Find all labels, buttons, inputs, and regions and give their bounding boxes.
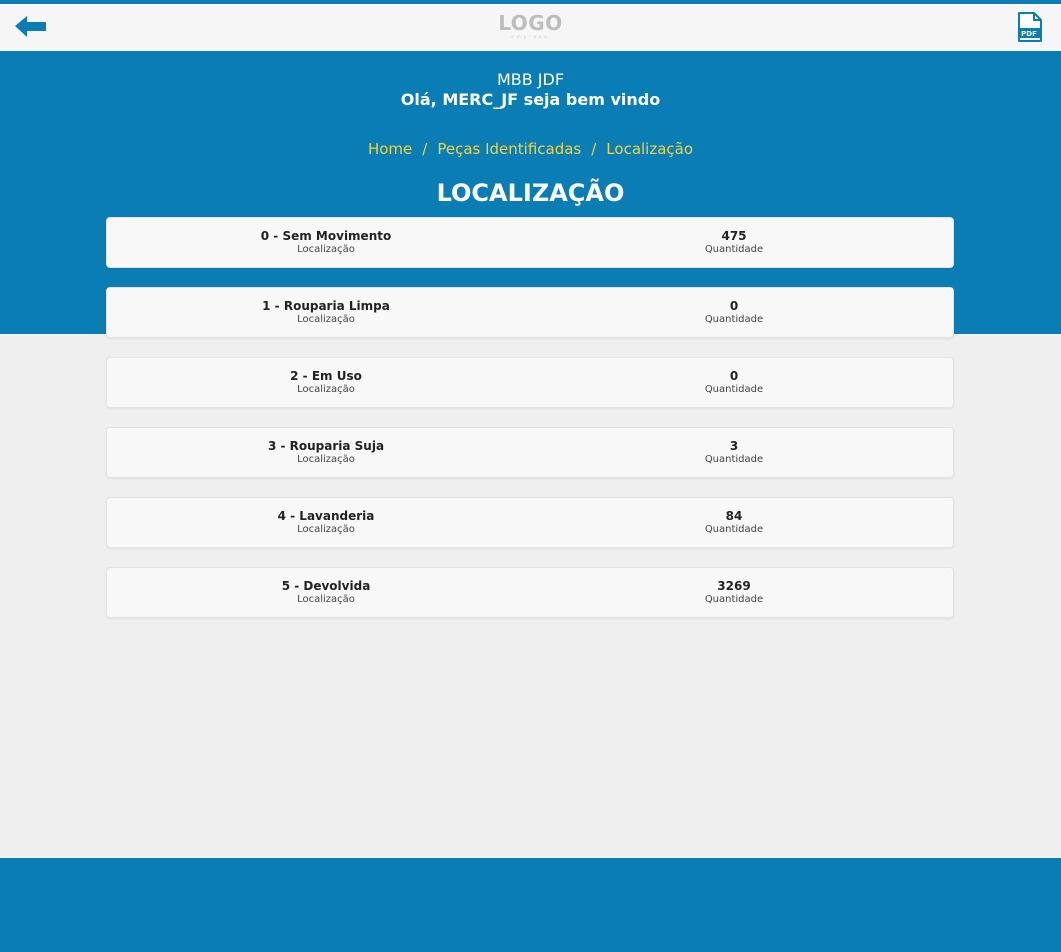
quantity-label: Quantidade: [704, 314, 764, 325]
pdf-label: PDF: [1021, 30, 1037, 38]
location-card-0[interactable]: [106, 217, 954, 268]
quantity-value: 0: [729, 369, 739, 383]
quantity-value: 0: [729, 299, 739, 313]
location-card-4[interactable]: [106, 497, 954, 548]
quantity-cell: [584, 299, 884, 326]
top-bar: [0, 4, 1061, 51]
company-name: MBB JDF: [496, 70, 565, 89]
quantity-value: 475: [721, 229, 747, 243]
location-cell: [176, 299, 476, 326]
location-cell: [176, 579, 476, 606]
location-name: 5 - Devolvida: [281, 579, 371, 593]
location-cell: [176, 509, 476, 536]
location-label: Localização: [297, 384, 355, 395]
location-card-5[interactable]: [106, 567, 954, 618]
location-card-1[interactable]: [106, 287, 954, 338]
quantity-cell: [584, 579, 884, 606]
quantity-cell: [584, 439, 884, 466]
location-label: Localização: [297, 594, 355, 605]
location-name: 0 - Sem Movimento: [260, 229, 392, 243]
pdf-file-icon: [1017, 11, 1043, 43]
location-label: Localização: [297, 524, 355, 535]
breadcrumb-separator: /: [422, 140, 428, 158]
logo-subtext: empresa: [511, 34, 550, 39]
location-name: 1 - Rouparia Limpa: [262, 299, 390, 313]
location-name: 4 - Lavanderia: [277, 509, 375, 523]
quantity-label: Quantidade: [704, 594, 764, 605]
page-title: LOCALIZAÇÃO: [436, 179, 625, 207]
location-cell: [176, 369, 476, 396]
location-name: 2 - Em Uso: [290, 369, 362, 383]
breadcrumb: [0, 139, 1061, 159]
breadcrumb-separator: /: [591, 140, 597, 158]
breadcrumb-home[interactable]: Home: [367, 140, 413, 158]
location-label: Localização: [297, 454, 355, 465]
quantity-label: Quantidade: [704, 244, 764, 255]
location-label: Localização: [297, 244, 355, 255]
quantity-value: 84: [725, 509, 743, 523]
breadcrumb-pecas-identificadas[interactable]: Peças Identificadas: [437, 140, 582, 158]
welcome-message: Olá, MERC_JF seja bem vindo: [400, 90, 661, 109]
quantity-label: Quantidade: [704, 454, 764, 465]
quantity-cell: [584, 369, 884, 396]
footer: [0, 858, 1061, 952]
location-cell: [176, 439, 476, 466]
location-card-3[interactable]: [106, 427, 954, 478]
quantity-label: Quantidade: [704, 384, 764, 395]
logo-text: LOGO: [498, 11, 563, 35]
quantity-label: Quantidade: [704, 524, 764, 535]
quantity-value: 3: [729, 439, 739, 453]
quantity-cell: [584, 509, 884, 536]
quantity-cell: [584, 229, 884, 256]
location-name: 3 - Rouparia Suja: [267, 439, 385, 453]
location-label: Localização: [297, 314, 355, 325]
logo: [0, 12, 1061, 39]
location-card-2[interactable]: [106, 357, 954, 408]
location-cell: [176, 229, 476, 256]
breadcrumb-localizacao[interactable]: Localização: [606, 140, 694, 158]
pdf-export-button[interactable]: [1017, 11, 1043, 43]
quantity-value: 3269: [717, 579, 751, 593]
